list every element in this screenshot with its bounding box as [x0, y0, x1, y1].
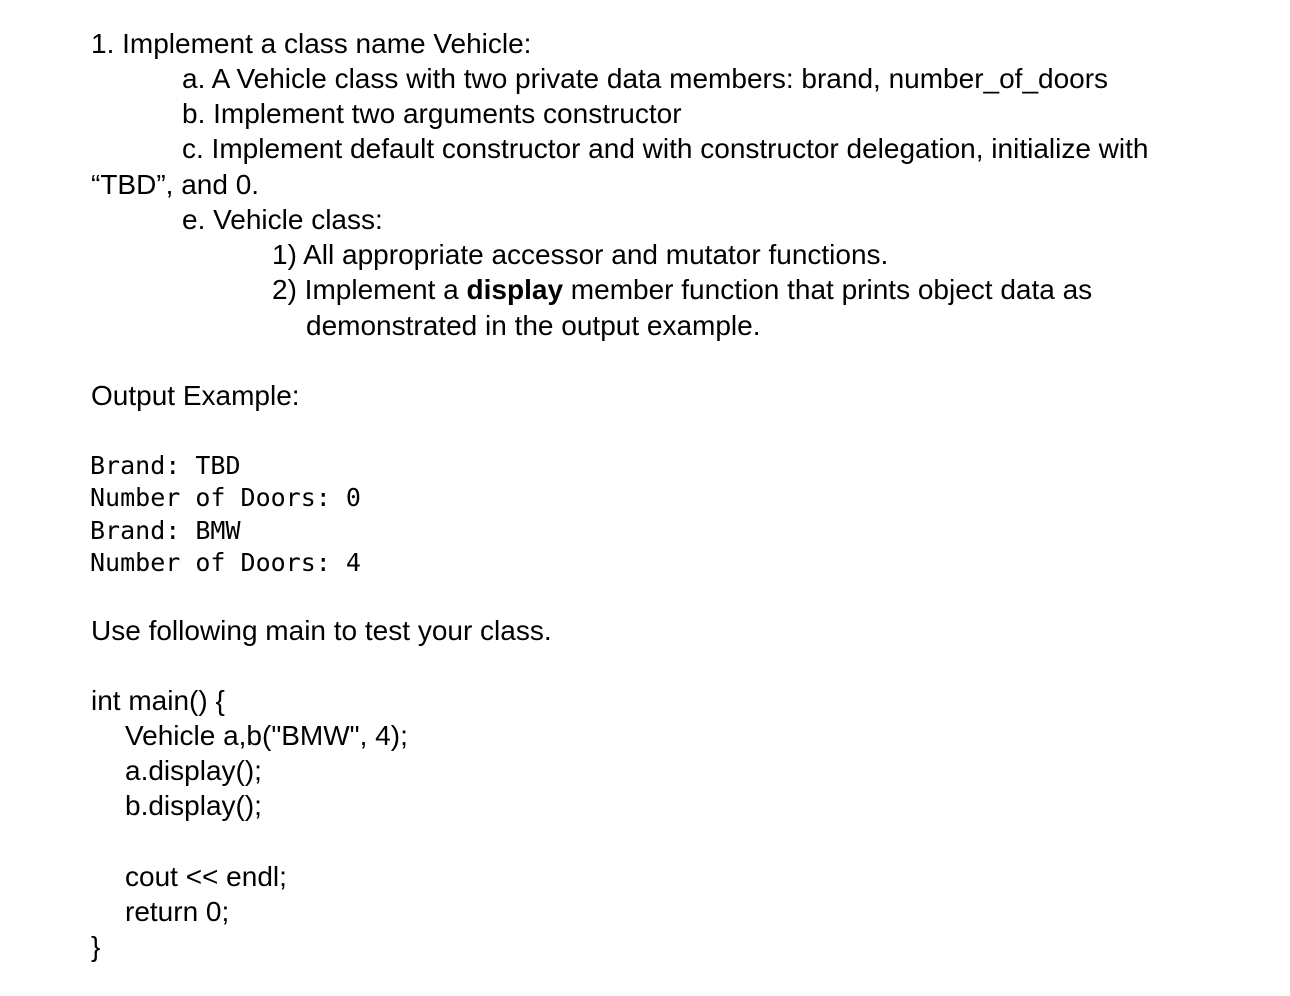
task-item-c: c. Implement default constructor and with constructor delegation, initialize with: [182, 133, 1149, 164]
task-sub-item-2-keyword: display: [466, 274, 564, 305]
task-item-e: e. Vehicle class:: [182, 204, 383, 235]
task-sub-item-1: 1) All appropriate accessor and mutator functions.: [272, 239, 889, 270]
code-line: cout << endl;: [125, 861, 287, 892]
task-item-a: a. A Vehicle class with two private data members: brand, number_of_doors: [182, 63, 1109, 94]
task-item-c-continued: “TBD”, and 0.: [91, 169, 260, 200]
output-line: Number of Doors: 4: [90, 548, 361, 577]
task-sub-item-2-suffix: member function that prints object data as: [563, 274, 1093, 305]
output-line: Brand: BMW: [90, 516, 241, 545]
test-instructions: Use following main to test your class.: [91, 615, 552, 646]
code-line: }: [91, 931, 101, 962]
output-line: Brand: TBD: [90, 451, 241, 480]
task-sub-item-2: [272, 272, 1092, 307]
code-line: return 0;: [125, 896, 230, 927]
code-line: Vehicle a,b("BMW", 4);: [125, 720, 408, 751]
task-sub-item-2-prefix: 2) Implement a: [272, 274, 467, 305]
code-line: a.display();: [125, 755, 262, 786]
output-example-heading: Output Example:: [91, 380, 300, 411]
task-title: 1. Implement a class name Vehicle:: [91, 28, 532, 59]
task-sub-item-2-continued: demonstrated in the output example.: [306, 310, 761, 341]
code-line: int main() {: [91, 685, 225, 716]
output-line: Number of Doors: 0: [90, 483, 361, 512]
task-item-b: b. Implement two arguments constructor: [182, 98, 682, 129]
code-line: b.display();: [125, 790, 262, 821]
